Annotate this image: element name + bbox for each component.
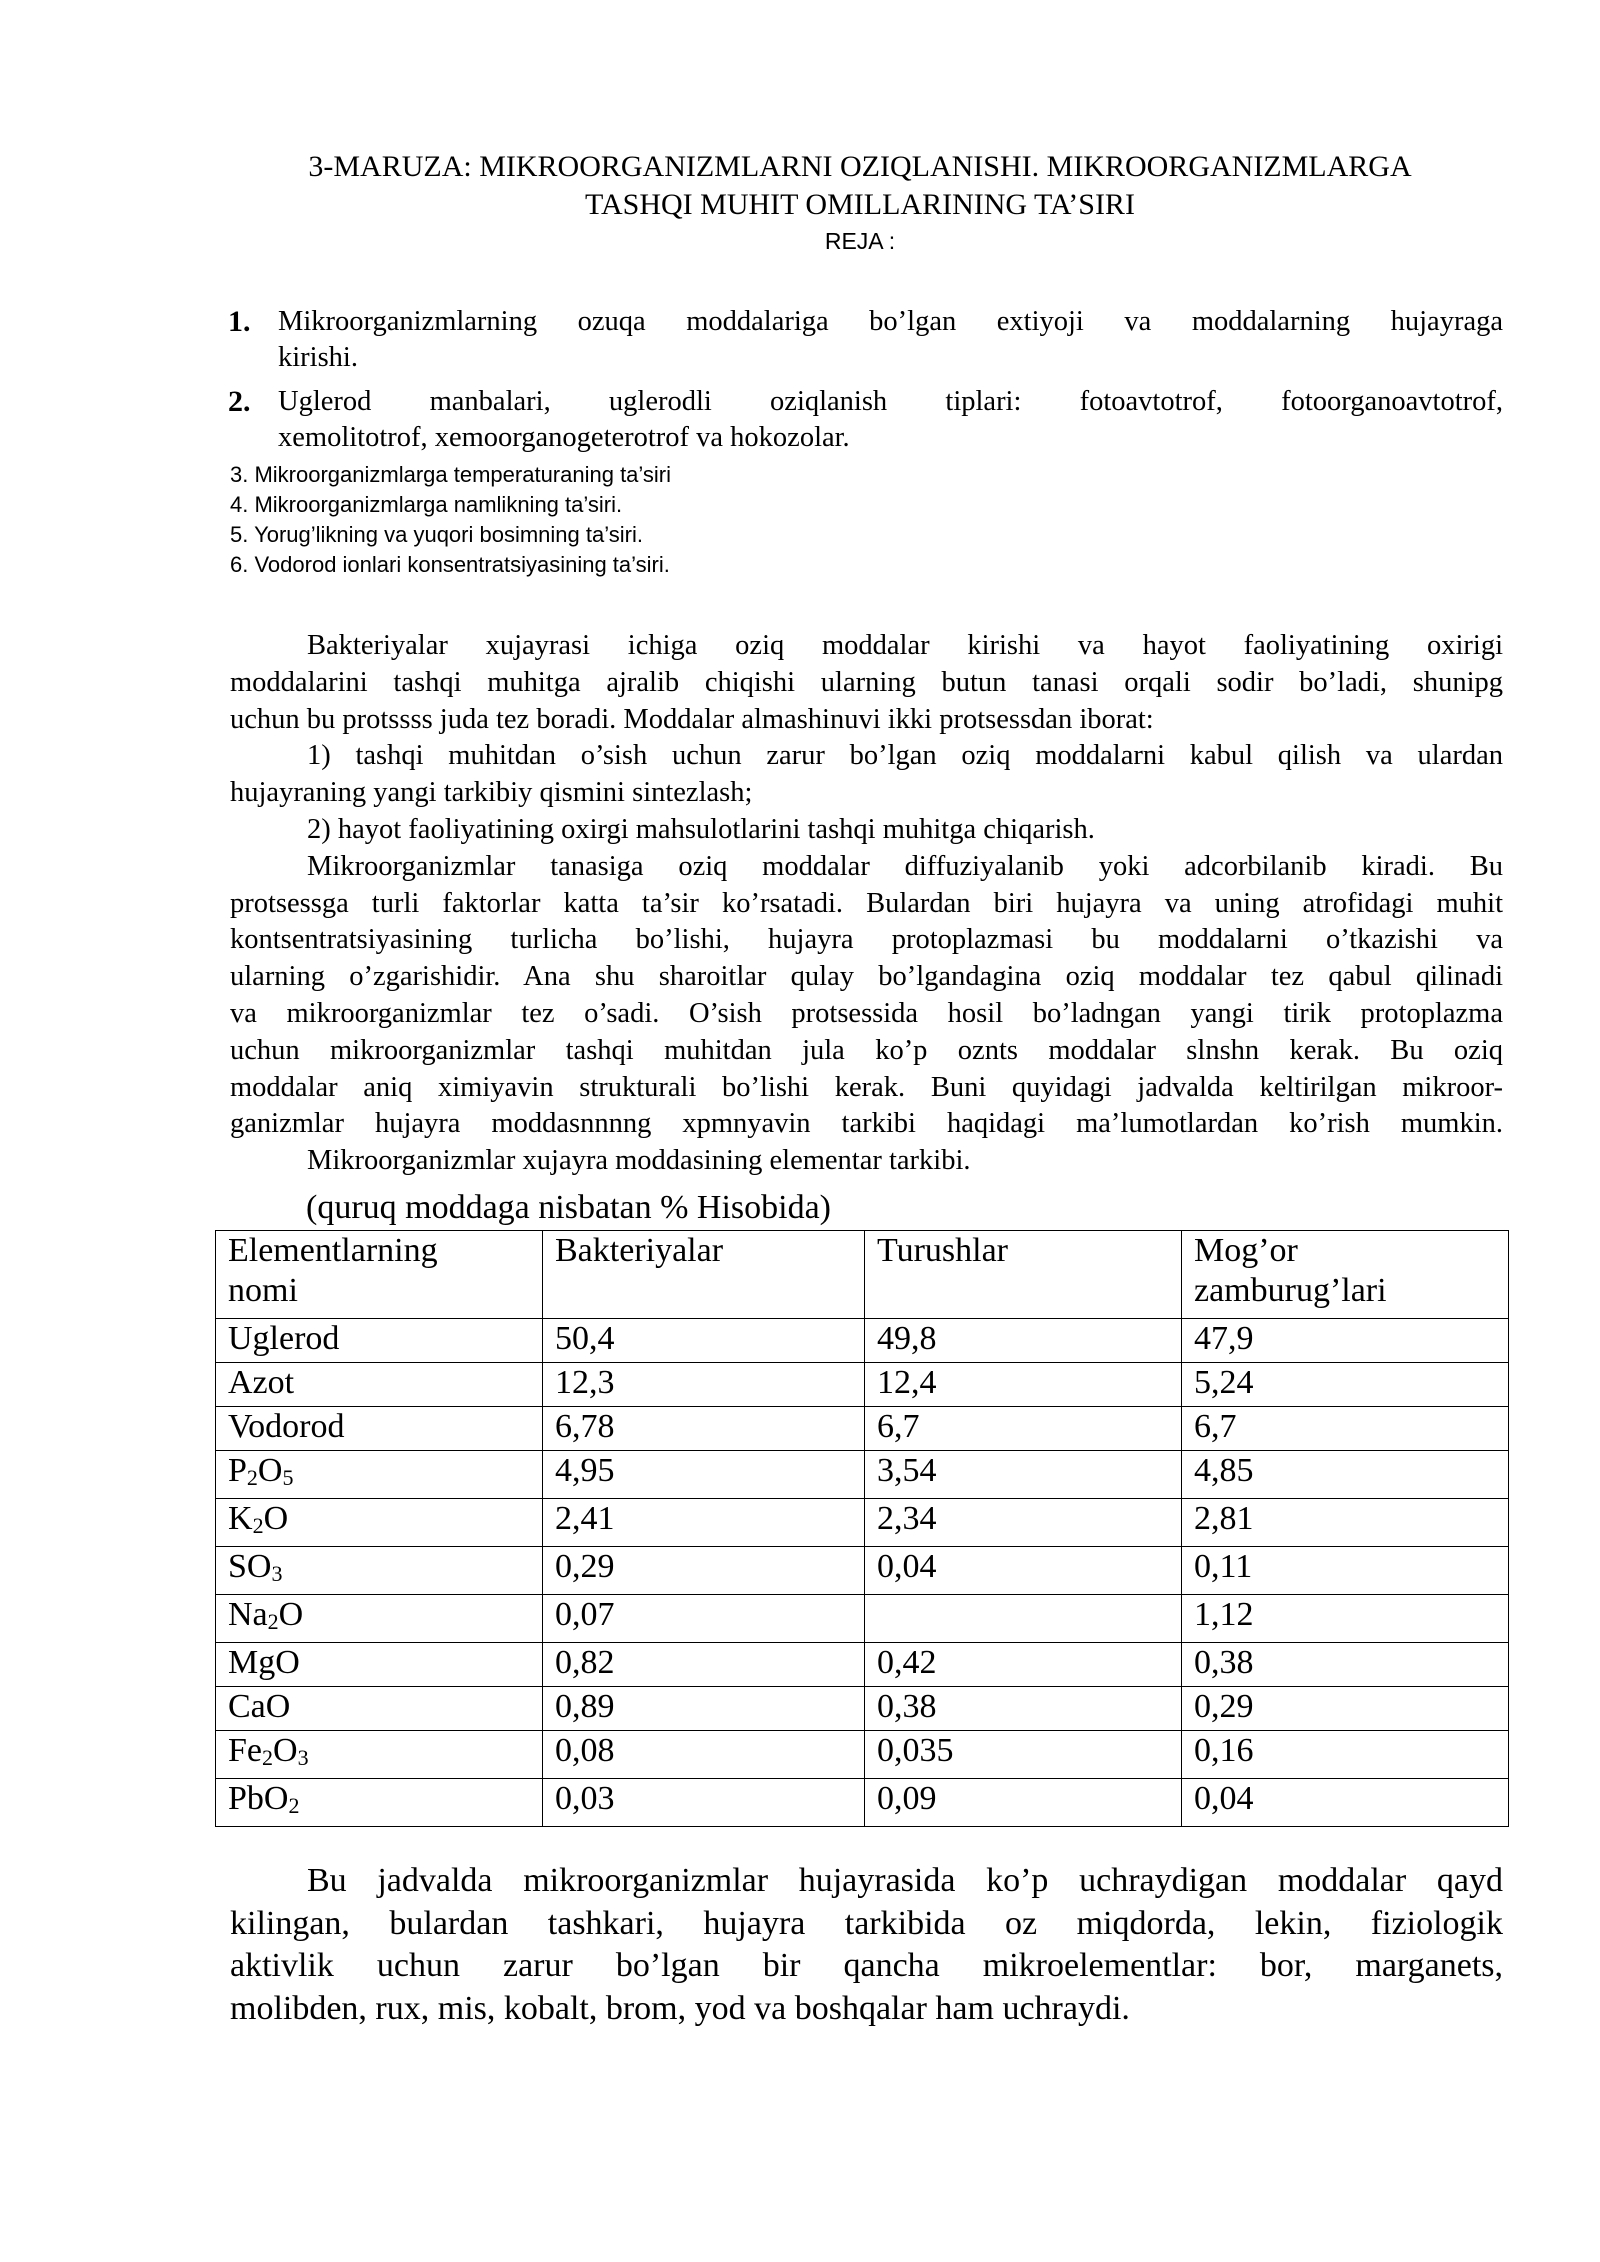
- value-mogor: 0,16: [1182, 1731, 1509, 1779]
- table-row: [216, 1547, 1509, 1595]
- table-row: [216, 1779, 1509, 1827]
- value-bakteriyalar: 4,95: [543, 1451, 865, 1499]
- value-bakteriyalar: 50,4: [543, 1319, 865, 1363]
- header-bakteriyalar: Bakteriyalar: [543, 1231, 865, 1319]
- value-bakteriyalar: 0,89: [543, 1687, 865, 1731]
- element-name: K2O: [216, 1499, 543, 1547]
- value-bakteriyalar: 12,3: [543, 1363, 865, 1407]
- body-line: Mikroorganizmlar tanasiga oziq moddalar diffuziyalanib yoki adcorbilanib kiradi. Bu: [307, 850, 1503, 882]
- value-turushlar: [865, 1595, 1182, 1643]
- conclusion-line: kilingan, bulardan tashkari, hujayra tarkibida oz miqdorda, lekin, fiziologik: [230, 1904, 1503, 1942]
- value-turushlar: 12,4: [865, 1363, 1182, 1407]
- element-name: Fe2O3: [216, 1731, 543, 1779]
- element-name: MgO: [216, 1643, 543, 1687]
- element-name: CaO: [216, 1687, 543, 1731]
- plan-item-4: 4. Mikroorganizmlarga namlikning ta’siri.: [230, 492, 623, 517]
- conclusion-paragraph: [230, 1860, 1503, 2030]
- element-name: PbO2: [216, 1779, 543, 1827]
- table-row: [216, 1363, 1509, 1407]
- table-row: [216, 1643, 1509, 1687]
- value-mogor: 0,29: [1182, 1687, 1509, 1731]
- value-turushlar: 2,34: [865, 1499, 1182, 1547]
- value-turushlar: 6,7: [865, 1407, 1182, 1451]
- body-line: protsessga turli faktorlar katta ta’sir ko’rsatadi. Bulardan biri hujayra va uning atrofidagi muhit: [230, 887, 1503, 919]
- table-row: [216, 1499, 1509, 1547]
- value-mogor: 4,85: [1182, 1451, 1509, 1499]
- value-turushlar: 0,42: [865, 1643, 1182, 1687]
- plan-item-1-line-1: Mikroorganizmlarning ozuqa moddalariga bo’lgan extiyoji va moddalarning hujayraga: [278, 306, 1503, 337]
- table-row: [216, 1687, 1509, 1731]
- conclusion-line: Bu jadvalda mikroorganizmlar hujayrasida ko’p uchraydigan moddalar qayd: [307, 1862, 1503, 1899]
- header-element-name: Elementlarning nomi: [216, 1231, 543, 1319]
- element-name: Azot: [216, 1363, 543, 1407]
- body-line: kontsentratsiyasining turlicha bo’lishi, hujayra protoplazmasi bu moddalarni o’tkazishi va: [230, 924, 1503, 956]
- value-mogor: 6,7: [1182, 1407, 1509, 1451]
- value-bakteriyalar: 0,82: [543, 1643, 865, 1687]
- plan-item-1: [230, 304, 1503, 376]
- body-line: Mikroorganizmlar xujayra moddasining elementar tarkibi.: [307, 1145, 971, 1177]
- body-line: Bakteriyalar xujayrasi ichiga oziq moddalar kirishi va hayot faoliyatining oxirigi: [307, 630, 1503, 661]
- value-mogor: 0,04: [1182, 1779, 1509, 1827]
- value-mogor: 2,81: [1182, 1499, 1509, 1547]
- value-mogor: 1,12: [1182, 1595, 1509, 1643]
- body-text: [230, 628, 1503, 1180]
- value-turushlar: 0,035: [865, 1731, 1182, 1779]
- elemental-composition-table: [215, 1230, 1509, 1827]
- lecture-title-line-1: 3-MARUZA: MIKROORGANIZMLARNI OZIQLANISHI. MIKROORGANIZMLARGA: [308, 150, 1412, 183]
- table-row: [216, 1451, 1509, 1499]
- conclusion-line: aktivlik uchun zarur bo’lgan bir qancha mikroelementlar: bor, marganets,: [230, 1947, 1503, 1984]
- body-line: uchun bu protssss juda tez boradi. Moddalar almashinuvi ikki protsessdan iborat:: [230, 703, 1154, 735]
- table-row: [216, 1407, 1509, 1451]
- value-mogor: 47,9: [1182, 1319, 1509, 1363]
- body-line: moddalarini tashqi muhitga ajralib chiqishi ularning butun tanasi orqali sodir bo’ladi, shunipg: [230, 666, 1503, 698]
- table-header-row: [216, 1231, 1509, 1319]
- body-line: hujayraning yangi tarkibiy qismini sintezlash;: [230, 777, 753, 809]
- lecture-title-line-2: TASHQI MUHIT OMILLARINING TA’SIRI: [585, 188, 1135, 221]
- plan-item-3: 3. Mikroorganizmlarga temperaturaning ta’siri: [230, 462, 672, 487]
- plan-item-2-number: 2.: [228, 385, 251, 418]
- value-bakteriyalar: 0,29: [543, 1547, 865, 1595]
- body-line: 1) tashqi muhitdan o’sish uchun zarur bo’lgan oziq moddalarni kabul qilish va ulardan: [307, 740, 1503, 772]
- element-name: Uglerod: [216, 1319, 543, 1363]
- value-turushlar: 3,54: [865, 1451, 1182, 1499]
- value-turushlar: 0,04: [865, 1547, 1182, 1595]
- body-line: 2) hayot faoliyatining oxirgi mahsulotlarini tashqi muhitga chiqarish.: [307, 813, 1095, 845]
- value-mogor: 0,38: [1182, 1643, 1509, 1687]
- table-row: [216, 1319, 1509, 1363]
- plan-item-6: 6. Vodorod ionlari konsentratsiyasining ta’siri.: [230, 552, 670, 577]
- body-line: ganizmlar hujayra moddasnnnng xpmnyavin tarkibi haqidagi ma’lumotlardan ko’rish mumkin.: [230, 1108, 1503, 1140]
- element-name: Vodorod: [216, 1407, 543, 1451]
- body-line: ularning o’zgarishidir. Ana shu sharoitlar qulay bo’lgandagina oziq moddalar tez qabul qilinadi: [230, 961, 1503, 993]
- value-turushlar: 0,38: [865, 1687, 1182, 1731]
- plan-item-1-line-2: kirishi.: [278, 342, 358, 373]
- plan-item-1-number: 1.: [228, 305, 251, 338]
- header-mogor-zamburuglari: Mog’or zamburug’lari: [1182, 1231, 1509, 1319]
- value-turushlar: 49,8: [865, 1319, 1182, 1363]
- value-bakteriyalar: 0,07: [543, 1595, 865, 1643]
- table-row: [216, 1595, 1509, 1643]
- value-mogor: 5,24: [1182, 1363, 1509, 1407]
- element-name: Na2O: [216, 1595, 543, 1643]
- value-turushlar: 0,09: [865, 1779, 1182, 1827]
- body-line: va mikroorganizmlar tez o’sadi. O’sish protsessida hosil bo’ladngan yangi tirik protoplazma: [230, 997, 1503, 1029]
- element-name: P2O5: [216, 1451, 543, 1499]
- value-mogor: 0,11: [1182, 1547, 1509, 1595]
- value-bakteriyalar: 6,78: [543, 1407, 865, 1451]
- plan-item-2: [230, 384, 1503, 456]
- value-bakteriyalar: 0,08: [543, 1731, 865, 1779]
- plan-item-5: 5. Yorug’likning va yuqori bosimning ta’siri.: [230, 522, 643, 547]
- plan-heading: REJA :: [824, 228, 896, 254]
- header-turushlar: Turushlar: [865, 1231, 1182, 1319]
- body-line: moddalar aniq ximiyavin strukturali bo’lishi kerak. Buni quyidagi jadvalda keltirilgan mikroor-: [230, 1071, 1503, 1103]
- plan-item-2-line-1: Uglerod manbalari, uglerodli oziqlanish tiplari: fotoavtotrof, fotoorganoavtotrof,: [278, 386, 1503, 417]
- plan-item-2-line-2: xemolitotrof, xemoorganogeterotrof va hokozolar.: [278, 422, 850, 453]
- conclusion-line: molibden, rux, mis, kobalt, brom, yod va boshqalar ham uchraydi.: [230, 1989, 1130, 2027]
- body-line: uchun mikroorganizmlar tashqi muhitdan jula ko’p oznts moddalar slnshn kerak. Bu oziq: [230, 1034, 1503, 1066]
- value-bakteriyalar: 0,03: [543, 1779, 865, 1827]
- value-bakteriyalar: 2,41: [543, 1499, 865, 1547]
- element-name: SO3: [216, 1547, 543, 1595]
- table-caption: (quruq moddaga nisbatan % Hisobida): [306, 1189, 831, 1226]
- table-row: [216, 1731, 1509, 1779]
